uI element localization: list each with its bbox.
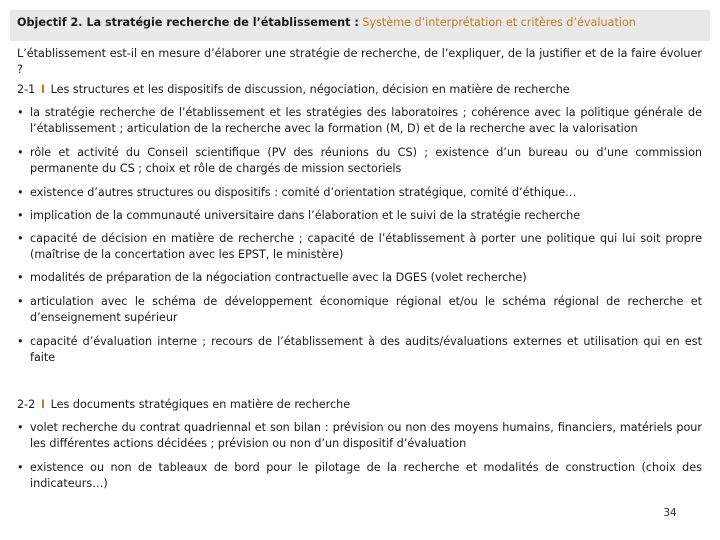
page-number: 34 <box>663 507 677 519</box>
bullet-icon: • <box>17 106 24 119</box>
section-divider-bar: I <box>40 398 46 411</box>
intro-question: L’établissement est-il en mesure d’élaborer une stratégie de recherche, de l’expliquer, de la justifier et de la faire évoluer ? <box>17 47 702 76</box>
section-divider-bar: I <box>40 83 46 96</box>
list-item-text: capacité d’évaluation interne ; recours de l’établissement à des audits/évaluations externes et utilisation qui en est faite <box>30 335 702 364</box>
bullet-icon: • <box>17 232 24 245</box>
list-item <box>17 294 702 326</box>
title-objective: Objectif 2. La stratégie recherche de l’établissement : <box>17 16 359 29</box>
bullet-icon: • <box>17 421 24 434</box>
list-item-text: rôle et activité du Conseil scientifique (PV des réunions du CS) ; existence d’un bureau ou d’une commission permanente du CS ; choix et rôle de chargés de mission sectoriels <box>30 146 702 175</box>
section-2-1-number: 2-1 <box>17 83 36 96</box>
bullet-icon: • <box>17 461 24 474</box>
bullet-icon: • <box>17 186 24 199</box>
list-item-text: existence d’autres structures ou dispositifs : comité d’orientation stratégique, comité d’éthique… <box>30 186 577 199</box>
section-2-2-number: 2-2 <box>17 398 36 411</box>
section-2-2-title: Les documents stratégiques en matière de recherche <box>50 398 351 411</box>
list-item-text: volet recherche du contrat quadriennal et son bilan : prévision ou non des moyens humains, financiers, matériels pour les différentes actions décidées ; prévision ou non d’un dispositif d’évaluation <box>30 421 702 450</box>
list-item <box>17 231 702 263</box>
section-2-1-heading <box>17 82 702 98</box>
slide-title <box>10 10 710 41</box>
list-item <box>17 185 702 201</box>
list-item-text: existence ou non de tableaux de bord pour le pilotage de la recherche et modalités de construction (choix des indicateurs…) <box>30 461 702 490</box>
list-item <box>17 145 702 177</box>
list-item <box>17 105 702 137</box>
list-item <box>17 208 702 224</box>
list-item <box>17 270 702 286</box>
bullet-icon: • <box>17 295 24 308</box>
list-item-text: articulation avec le schéma de développement économique régional et/ou le schéma régional de recherche et d’enseignement supérieur <box>30 295 702 324</box>
list-item <box>17 334 702 366</box>
bullet-icon: • <box>17 209 24 222</box>
section-2-2-heading <box>17 397 702 413</box>
list-item-text: la stratégie recherche de l’établissement et les stratégies des laboratoires ; cohérence avec la politique générale de l’établissement ; articulation de la recherche avec la formation (M, D) et de la recherche avec la valorisation <box>30 106 702 135</box>
bullet-icon: • <box>17 335 24 348</box>
title-subtitle: Système d’interprétation et critères d’évaluation <box>358 16 636 29</box>
list-item-text: implication de la communauté universitaire dans l’élaboration et le suivi de la stratégie recherche <box>30 209 581 222</box>
bullet-icon: • <box>17 271 24 284</box>
list-item <box>17 460 702 492</box>
list-item <box>17 420 702 452</box>
list-item-text: capacité de décision en matière de recherche ; capacité de l’établissement à porter une politique qui lui soit propre (maîtrise de la concertation avec les EPST, le ministère) <box>30 232 702 261</box>
list-item-text: modalités de préparation de la négociation contractuelle avec la DGES (volet recherche) <box>30 271 527 284</box>
section-2-1-title: Les structures et les dispositifs de discussion, négociation, décision en matière de recherche <box>50 83 570 96</box>
bullet-icon: • <box>17 146 24 159</box>
